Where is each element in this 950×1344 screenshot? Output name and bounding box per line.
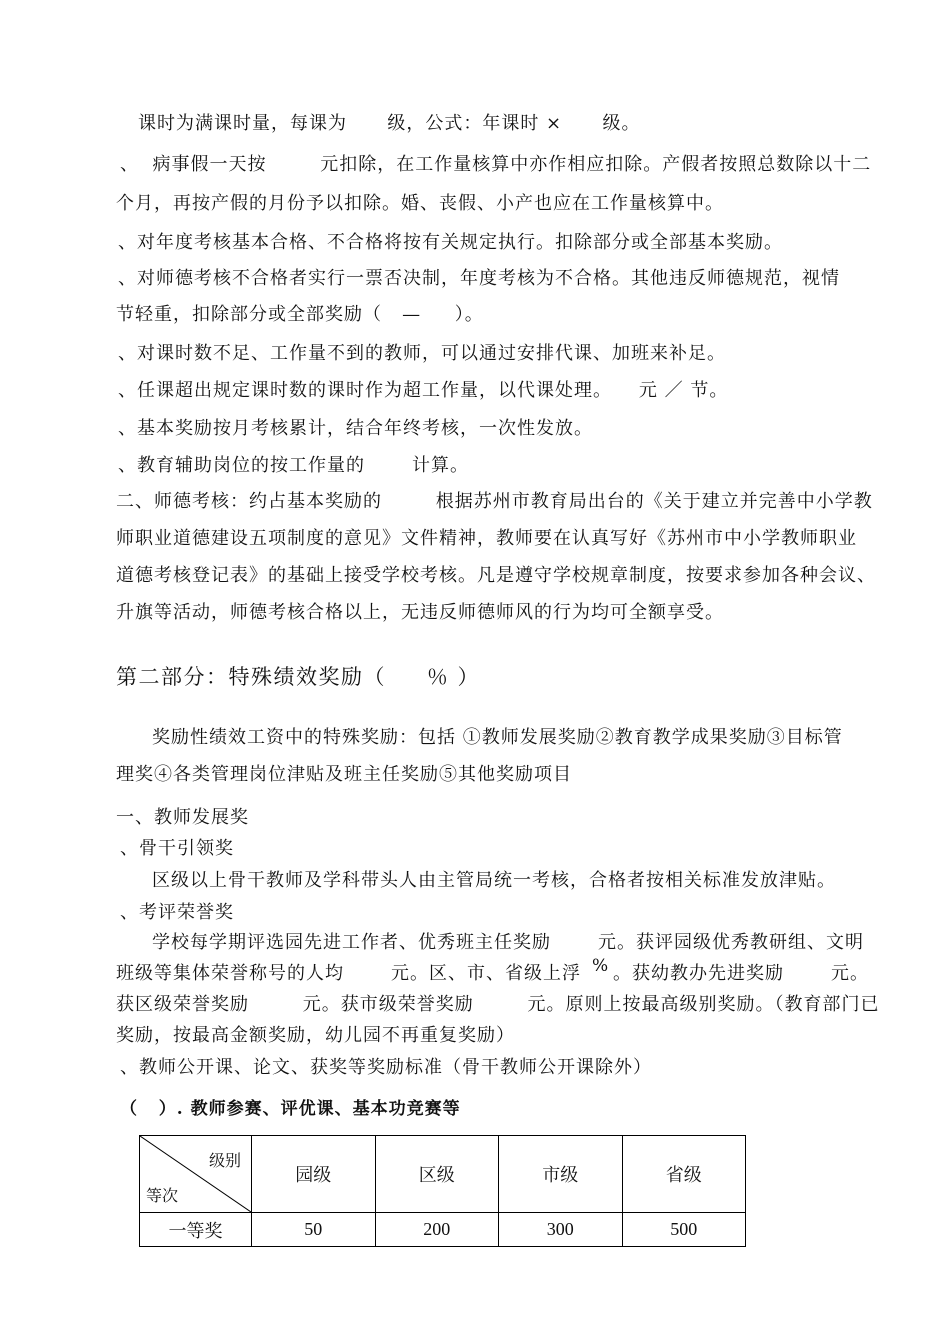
section-heading: 第二部分：特殊绩效奖励（ ％ ） <box>116 665 481 689</box>
paragraph-line: 。获幼教办先进奖励 元。 <box>613 963 870 984</box>
table-row <box>140 1213 746 1247</box>
paragraph-line: 、教育辅助岗位的按工作量的 计算。 <box>118 455 470 476</box>
row-label: 一等奖 <box>140 1213 252 1247</box>
item-heading: 、考评荣誉奖 <box>120 902 234 923</box>
table-corner-cell <box>140 1136 252 1213</box>
paragraph-line: 、任课超出规定课时数的课时作为超工作量，以代课处理。 元 ／ 节。 <box>118 380 729 401</box>
paragraph-line: 节轻重，扣除部分或全部奖励（ — ）。 <box>116 304 484 325</box>
paragraph-line: 二、师德考核：约占基本奖励的 根据苏州市教育局出台的《关于建立并完善中小学教 <box>116 491 873 512</box>
paragraph-line: 、 病事假一天按 元扣除，在工作量核算中亦作相应扣除。产假者按照总数除以十二 <box>120 154 872 175</box>
table-header-cell: 市级 <box>499 1136 623 1213</box>
paragraph-line: 师职业道德建设五项制度的意见》文件精神，教师要在认真写好《苏州市中小学教师职业 <box>116 528 857 549</box>
paragraph-line: 获区级荣誉奖励 元。获市级荣誉奖励 元。原则上按最高级别奖励。（教育部门已 <box>116 994 880 1015</box>
paragraph-line: 、对年度考核基本合格、不合格将按有关规定执行。扣除部分或全部基本奖励。 <box>118 232 783 253</box>
table-cell: 500 <box>622 1213 746 1247</box>
paragraph-line: 学校每学期评选园先进工作者、优秀班主任奖励 元。获评园级优秀教研组、文明 <box>152 932 865 953</box>
paragraph-line: 奖励，按最高金额奖励，幼儿园不再重复奖励） <box>116 1025 515 1046</box>
table-header-cell: 园级 <box>252 1136 376 1213</box>
table-cell: 50 <box>252 1213 376 1247</box>
paragraph-line: 课时为满课时量，每课为 级，公式：年课时 × 级。 <box>138 113 641 134</box>
paragraph-line: 奖励性绩效工资中的特殊奖励：包括 ①教师发展奖励②教育教学成果奖励③目标管 <box>152 727 843 748</box>
subsection-heading: 一、教师发展奖 <box>116 807 249 828</box>
table-header-cell: 省级 <box>622 1136 746 1213</box>
table-cell: 200 <box>375 1213 499 1247</box>
table-title: （ ）. 教师参赛、评优课、基本功竞赛等 <box>120 1099 461 1119</box>
row-axis-label: 等次 <box>146 1188 179 1205</box>
paragraph-line: 道德考核登记表》的基础上接受学校考核。凡是遵守学校规章制度，按要求参加各种会议、 <box>116 565 876 586</box>
column-axis-label: 级别 <box>208 1153 241 1170</box>
table-cell: 300 <box>499 1213 623 1247</box>
paragraph-line: 个月，再按产假的月份予以扣除。婚、丧假、小产也应在工作量核算中。 <box>116 193 724 214</box>
item-heading: 、教师公开课、论文、获奖等奖励标准（骨干教师公开课除外） <box>120 1057 652 1078</box>
item-heading: 、骨干引领奖 <box>120 838 234 859</box>
paragraph-line: 班级等集体荣誉称号的人均 元。区、市、省级上浮 <box>116 963 582 984</box>
award-table <box>139 1135 746 1247</box>
paragraph-line: 区级以上骨干教师及学科带头人由主管局统一考核，合格者按相关标准发放津贴。 <box>152 870 836 891</box>
percent-symbol: % <box>592 956 609 976</box>
paragraph-line: 、基本奖励按月考核累计，结合年终考核，一次性发放。 <box>118 418 593 439</box>
paragraph-line: 、对课时数不足、工作量不到的教师，可以通过安排代课、加班来补足。 <box>118 343 726 364</box>
table-header-row <box>140 1136 746 1213</box>
paragraph-line: 升旗等活动，师德考核合格以上，无违反师德师风的行为均可全额享受。 <box>116 602 724 623</box>
paragraph-line: 理奖④各类管理岗位津贴及班主任奖励⑤其他奖励项目 <box>116 764 572 785</box>
paragraph-line: 、对师德考核不合格者实行一票否决制，年度考核为不合格。其他违反师德规范，视情 <box>118 268 840 289</box>
table-header-cell: 区级 <box>375 1136 499 1213</box>
